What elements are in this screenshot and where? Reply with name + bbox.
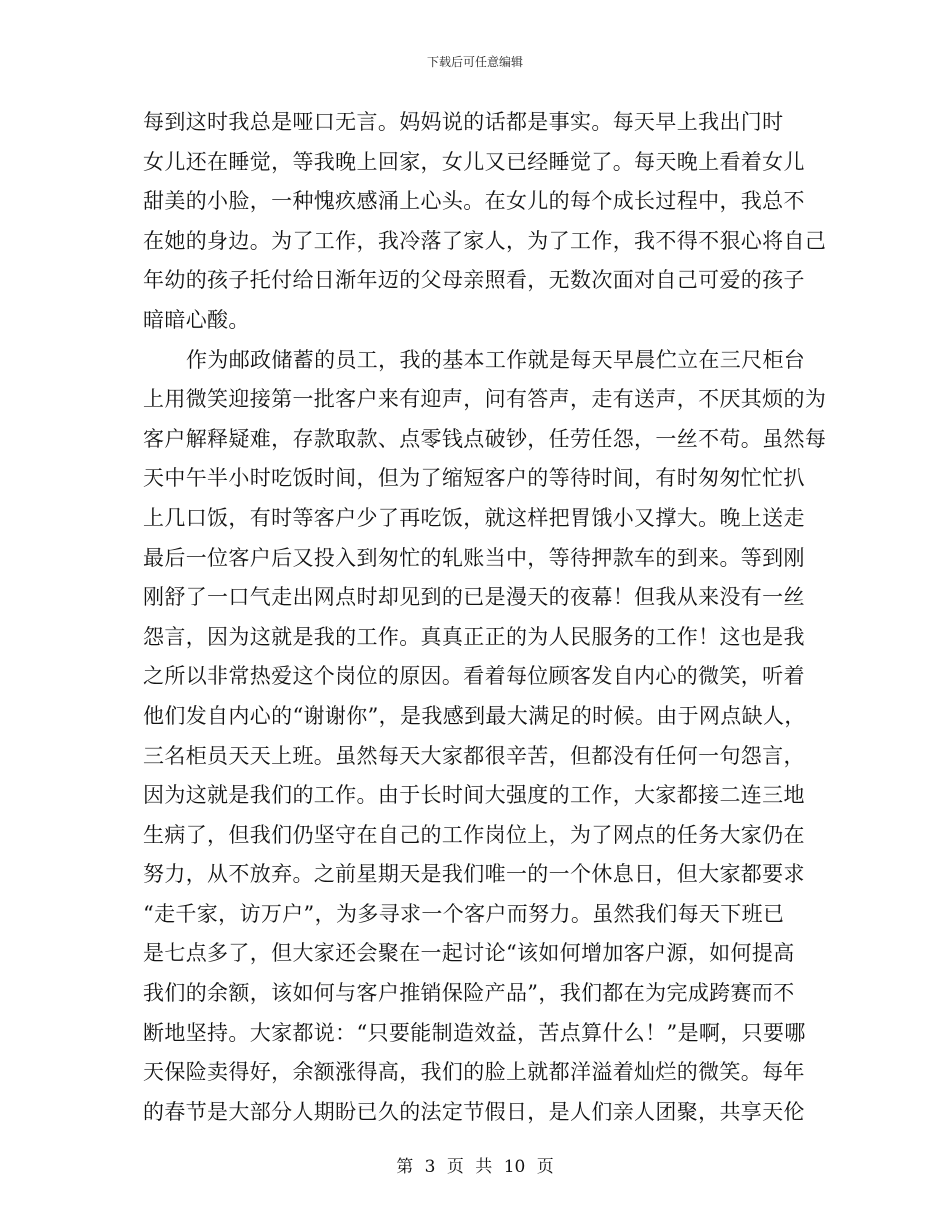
body-line: 是七点多了，但大家还会聚在一起讨论“该如何增加客户源，如何提高 [143,941,795,966]
body-line: 怨言，因为这就是我的工作。真真正正的为人民服务的工作！这也是我 [143,624,805,649]
body-line: 努力，从不放弃。之前星期天是我们唯一的一个休息日，但大家都要求 [143,862,805,887]
document-body [143,103,827,1132]
body-line: 在她的身边。为了工作，我冷落了家人，为了工作，我不得不狠心将自己 [143,228,827,253]
body-line: 上几口饭，有时等客户少了再吃饭，就这样把胃饿小又撑大。晚上送走 [143,505,805,530]
body-line: 三名柜员天天上班。虽然每天大家都很辛苦，但都没有任何一句怨言， [143,743,805,768]
body-line: 年幼的孩子托付给日渐年迈的父母亲照看，无数次面对自己可爱的孩子 [143,268,805,293]
body-line: 断地坚持。大家都说：“只要能制造效益，苦点算什么！”是啊，只要哪 [143,1020,806,1045]
page-header: 下载后可任意编辑 [426,55,523,69]
body-line: 生病了，但我们仍坚守在自己的工作岗位上，为了网点的任务大家仍在 [143,822,805,847]
body-line: 暗暗心酸。 [143,307,250,332]
body-line: 每到这时我总是哑口无言。妈妈说的话都是事实。每天早上我出门时 [143,110,784,134]
body-line: 女儿还在睡觉，等我晚上回家，女儿又已经睡觉了。每天晚上看着女儿 [143,149,805,174]
body-line: 作为邮政储蓄的员工，我的基本工作就是每天早晨伫立在三尺柜台 [186,347,806,372]
body-line: 甜美的小脸，一种愧疚感涌上心头。在女儿的每个成长过程中，我总不 [143,189,805,214]
body-line: 因为这就是我们的工作。由于长时间大强度的工作，大家都接二连三地 [143,783,805,808]
body-line: 刚舒了一口气走出网点时却见到的已是漫天的夜幕！但我从来没有一丝 [143,585,805,610]
body-line: 天保险卖得好，余额涨得高，我们的脸上就都洋溢着灿烂的微笑。每年 [143,1060,805,1085]
body-line: “走千家，访万户”，为多寻求一个客户而努力。虽然我们每天下班已 [143,901,785,926]
body-line: 的春节是大部分人期盼已久的法定节假日，是人们亲人团聚，共享天伦 [143,1099,805,1124]
body-line: 客户解释疑难，存款取款、点零钱点破钞，任劳任怨，一丝不苟。虽然每 [143,426,827,451]
body-line: 上用微笑迎接第一批客户来有迎声，问有答声，走有送声，不厌其烦的为 [143,387,827,412]
page-number-footer: 第 3 页 共 10 页 [396,1157,554,1177]
body-line: 天中午半小时吃饭时间，但为了缩短客户的等待时间，有时匆匆忙忙扒 [143,466,805,491]
body-line: 之所以非常热爱这个岗位的原因。看着每位顾客发自内心的微笑，听着 [143,664,805,689]
body-line: 最后一位客户后又投入到匆忙的轧账当中，等待押款车的到来。等到刚 [143,545,805,570]
body-line: 他们发自内心的“谢谢你”，是我感到最大满足的时候。由于网点缺人， [143,703,806,728]
body-line: 我们的余额，该如何与客户推销保险产品”，我们都在为完成跨赛而不 [143,981,795,1006]
